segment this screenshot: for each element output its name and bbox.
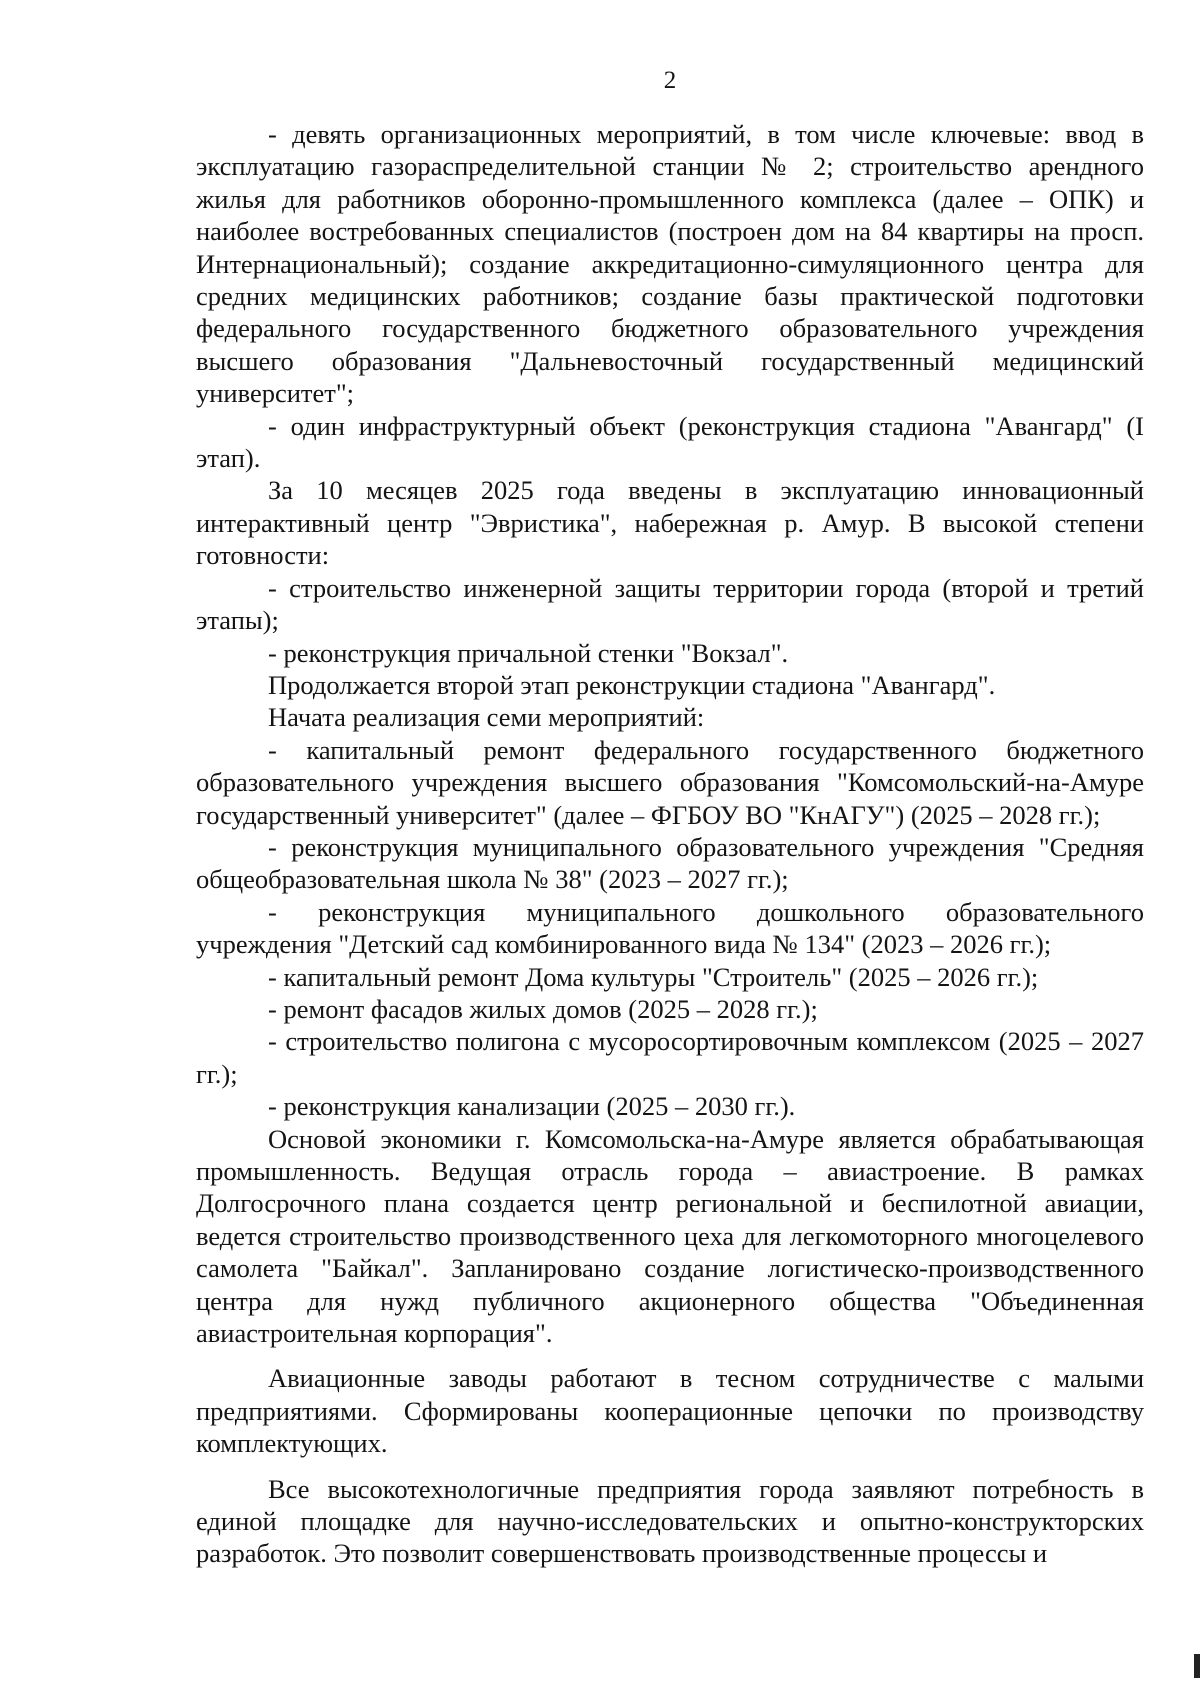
paragraph: - один инфраструктурный объект (реконструкция стадиона "Авангард" (I этап). (196, 410, 1144, 474)
paragraph: За 10 месяцев 2025 года введены в эксплуатацию инновационный интерактивный центр "Эвристика", набережная р. Амур. В высокой степени готовности: (196, 475, 1144, 571)
page-number: 2 (663, 67, 677, 94)
paragraph: - реконструкция муниципального образовательного учреждения "Средняя общеобразовательная школа № 38" (2023 – 2027 гг.); (196, 831, 1144, 895)
paragraph: - реконструкция канализации (2025 – 2030 гг.). (268, 1091, 796, 1122)
scan-edge-mark (1194, 1654, 1200, 1678)
paragraph: Продолжается второй этап реконструкции стадиона "Авангард". (268, 669, 996, 700)
paragraph: - строительство полигона с мусоросортировочным комплексом (2025 – 2027 гг.); (196, 1026, 1144, 1089)
paragraph: - реконструкция причальной стенки "Вокзал". (268, 637, 789, 668)
paragraph: Все высокотехнологичные предприятия города заявляют потребность в единой площадке для научно-исследовательских и опытно-конструкторских разработок. Это позволит совершенствовать производственные процессы и (196, 1473, 1144, 1569)
paragraph: - строительство инженерной защиты территории города (второй и третий этапы); (196, 572, 1144, 636)
paragraph: - реконструкция муниципального дошкольного образовательного учреждения "Детский сад комбинированного вида № 134" (2023 – 2026 гг.); (196, 896, 1144, 960)
paragraph: - капитальный ремонт Дома культуры "Строитель" (2025 – 2026 гг.); (268, 961, 1039, 992)
paragraph: Основой экономики г. Комсомольска-на-Амуре является обрабатывающая промышленность. Ведущая отрасль города – авиастроение. В рамках Долгосрочного плана создается центр региональной и беспилотной авиации, ведется строительство производственного цеха для легкомоторного многоцелевого самолета "Байкал". Запланировано создание логистическо-производственного центра для нужд публичного акционерного общества "Объединенная авиастроительная корпорация". (196, 1123, 1144, 1349)
document-body (196, 118, 1144, 1570)
paragraph: - капитальный ремонт федерального государственного бюджетного образовательного учреждения высшего образования "Комсомольский-на-Амуре государственный университет" (далее – ФГБОУ ВО "КнАГУ") (2025 – 2028 гг.); (196, 734, 1144, 830)
paragraph: - девять организационных мероприятий, в том числе ключевые: ввод в эксплуатацию газораспределительной станции № 2; строительство арендного жилья для работников оборонно-промышленного комплекса (далее – ОПК) и наиболее востребованных специалистов (построен дом на 84 квартиры на просп. Интернациональный); создание аккредитационно-симуляционного центра для средних медицинских работников; создание базы практической подготовки федерального государственного бюджетного образовательного учреждения высшего образования "Дальневосточный государственный медицинский университет"; (196, 119, 1144, 409)
paragraph: Авиационные заводы работают в тесном сотрудничестве с малыми предприятиями. Сформированы кооперационные цепочки по производству комплектующих. (196, 1363, 1144, 1459)
paragraph: - ремонт фасадов жилых домов (2025 – 2028 гг.); (268, 993, 818, 1024)
paragraph: Начата реализация семи мероприятий: (268, 702, 705, 733)
